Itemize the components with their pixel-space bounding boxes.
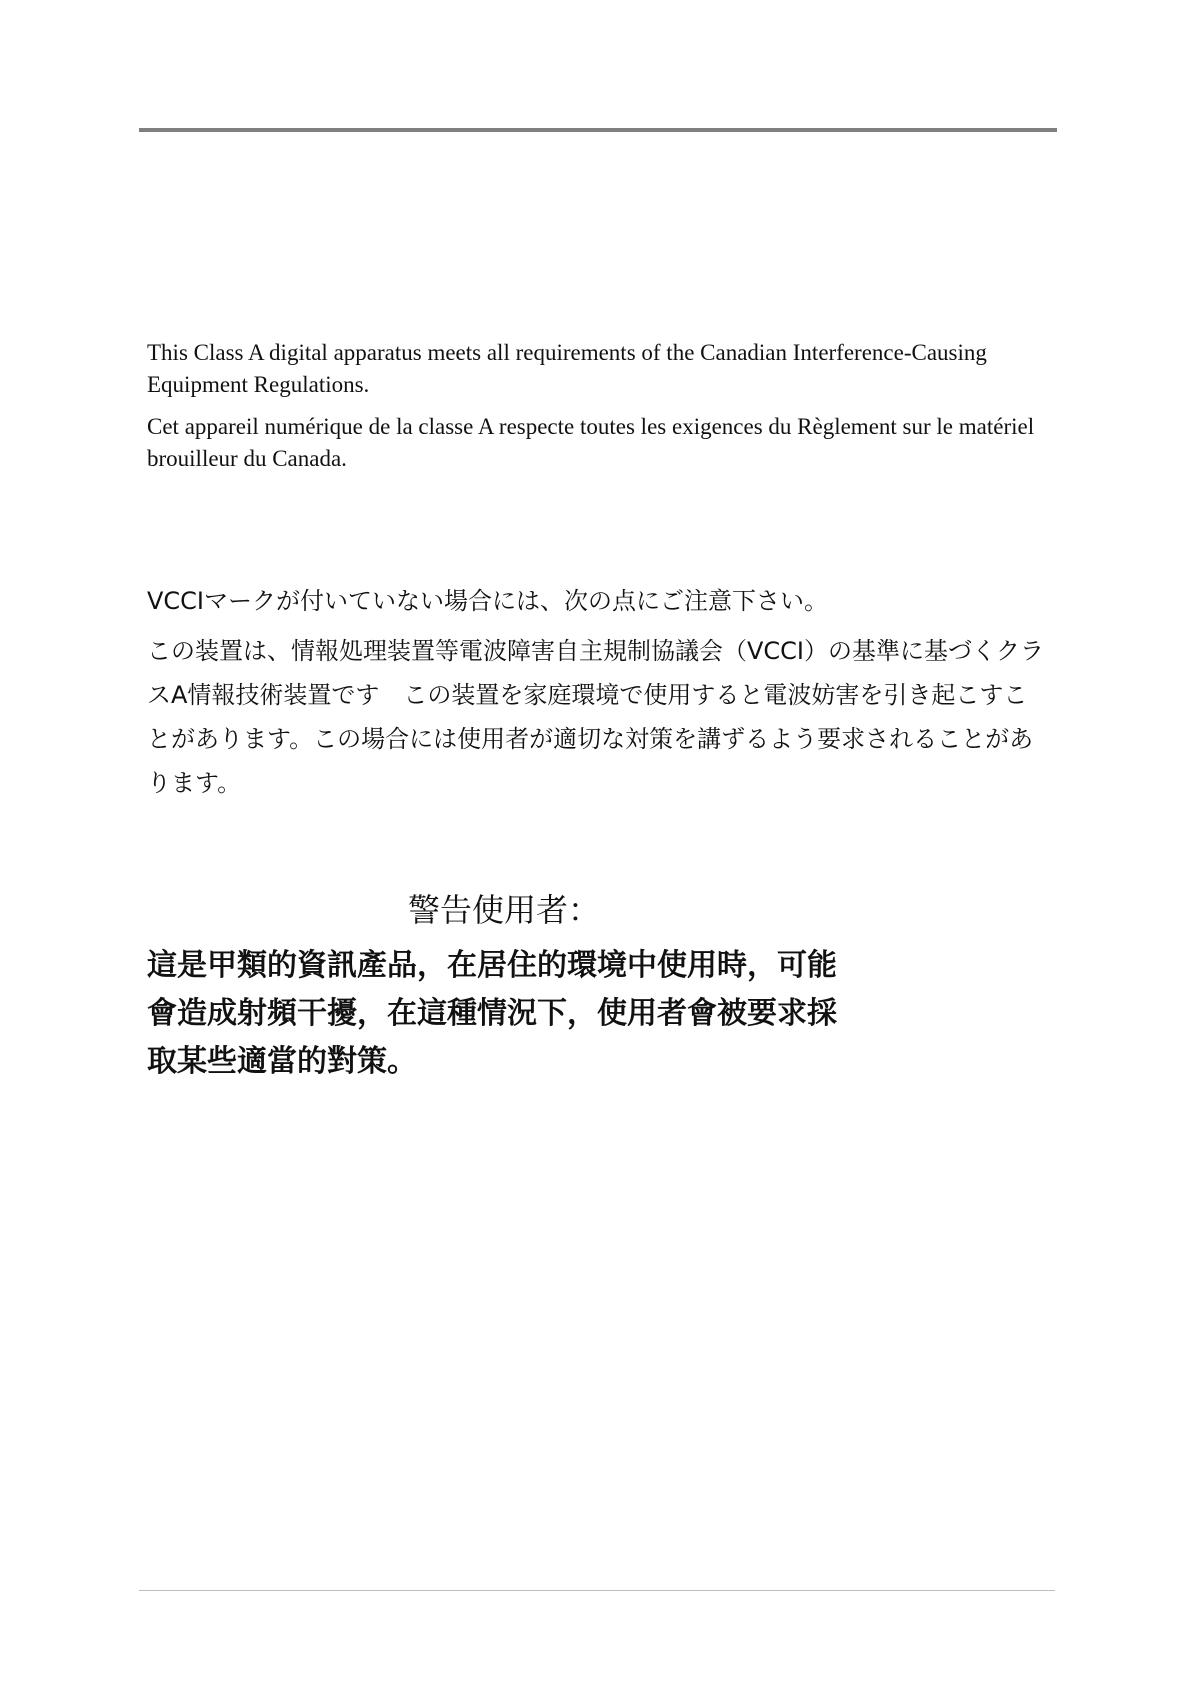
canada-notice-english: This Class A digital apparatus meets all requirements of the Canadian Interference-Causing Equipment Regulations. [147, 340, 987, 397]
vcci-notice-body: この装置は、情報処理装置等電波障害自主規制協議会（VCCI）の基準に基づくクラスA情報技術装置です この装置を家庭環境で使用すると電波妨害を引き起こすことがあります。この場合には使用者が適切な対策を講ずるよう要求されることがあります。 [147, 637, 1045, 797]
taiwan-notice [147, 942, 867, 1086]
canada-notice [147, 337, 1047, 475]
canada-notice-french: Cet appareil numérique de la classe A respecte toutes les exigences du Règlement sur le matériel brouilleur du Canada. [147, 414, 1035, 471]
vcci-notice-intro: VCCIマークが付いていない場合には、次の点にご注意下さい。 [147, 587, 829, 615]
top-rule [139, 128, 1057, 132]
vcci-notice [147, 579, 1047, 805]
taiwan-notice-line-2: 會造成射頻干擾，在這種情況下，使用者會被要求採 [147, 996, 837, 1031]
taiwan-notice-line-1: 這是甲類的資訊產品，在居住的環境中使用時，可能 [147, 948, 837, 983]
taiwan-notice-heading: 警告使用者： [408, 891, 601, 929]
bottom-rule [139, 1590, 1055, 1591]
taiwan-notice-line-3: 取某些適當的對策。 [147, 1044, 417, 1079]
